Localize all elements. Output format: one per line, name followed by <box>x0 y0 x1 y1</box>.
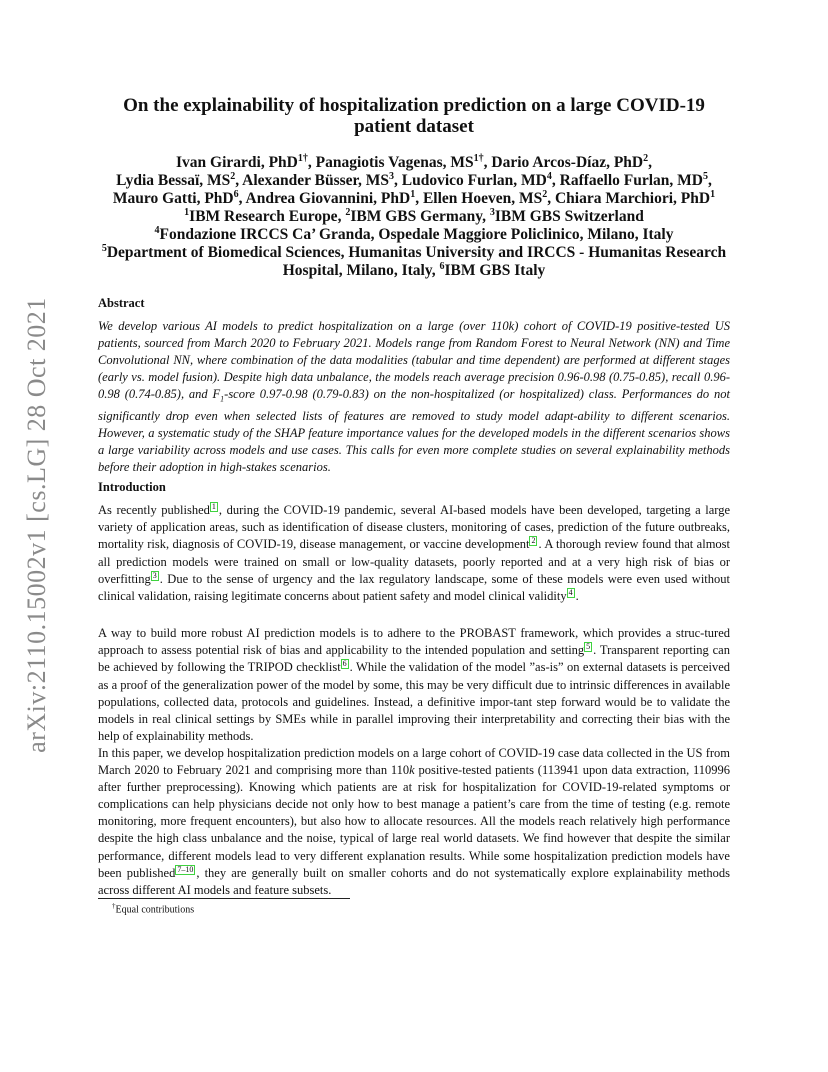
abstract-heading: Abstract <box>98 296 145 310</box>
citation-link[interactable]: 5 <box>586 642 591 652</box>
author-name: Panagiotis Vagenas, MS <box>315 154 474 171</box>
author-name: Mauro Gatti, PhD <box>112 190 234 207</box>
author-name: Lydia Bessaï, MS <box>116 172 231 189</box>
author-line-1: Ivan Girardi, PhD$^{1\dagger}$, Panagiotis Vagenas, $MS^{1\dagger}$, Dario Arcos-Díaz, PhD$^2$, <box>176 152 652 171</box>
citation-link[interactable]: 7–10 <box>177 864 194 874</box>
author-affiliation-mark: 2 <box>643 152 649 164</box>
citation-link[interactable]: 6 <box>342 659 347 669</box>
author-affiliation-mark: 5 <box>702 170 708 182</box>
affiliation: IBM Research Europe, <box>189 208 346 225</box>
author-name: Ellen Hoeven, MS <box>422 190 543 207</box>
affiliation: IBM GBS Germany, <box>350 208 490 225</box>
author-line-2: Lydia Bessaï, $MS^2$, Alexander Büsser, $MS^3$, Ludovico Furlan, $MD^4$, Raffaello Furlan, $MD^5$, <box>116 170 712 189</box>
author-affiliation-mark: 1† <box>297 152 308 164</box>
citation-link[interactable]: 2 <box>531 536 536 546</box>
arxiv-watermark-text: arXiv:2110.15002v1 [cs.LG] 28 Oct 2021 <box>22 297 52 753</box>
intro-paragraph-1: As recently published 1 , during the COVID-19 pandemic, several AI-based models have been developed, targeting a large variety of application areas, such as identification of disease clusters, monitoring of cases, prediction of the future outbreaks, mortality risk, diagnosis of COVID-19, disease management, or vaccine development 2 . A thorough review found that almost all prediction models were trained on small or low-quality datasets, poorly reported and at a very high risk of bias or overfitting 3 . Due to the sense of urgency and the lax regulatory landscape, some of these models were even used without clinical validation, raising legitimate concerns about patient safety and model clinical validity 4 . <box>98 502 731 604</box>
affiliation: IBM GBS Italy <box>444 262 546 279</box>
author-name: Andrea Giovannini, PhD <box>245 190 411 207</box>
author-affiliation-mark: 3 <box>389 170 395 182</box>
footnote-text: Equal contributions <box>115 904 195 916</box>
footnote-divider <box>98 898 350 899</box>
author-affiliation-mark: 1† <box>473 152 484 164</box>
author-affiliation-mark: 2 <box>542 188 548 200</box>
author-affiliation-mark: 1 <box>410 188 416 200</box>
affiliation: Department of Biomedical Sciences, Humanitas University and IRCCS - Humanitas Research Hospital, Milano, Italy, <box>106 244 727 279</box>
introduction-heading: Introduction <box>98 480 166 494</box>
author-name: Ivan Girardi, PhD <box>176 154 298 171</box>
citation-link[interactable]: 4 <box>568 587 573 597</box>
author-affiliation-mark: 4 <box>546 170 552 182</box>
citation-link[interactable]: 3 <box>152 570 157 580</box>
affiliation-line-3: $^5$Department of Biomedical Sciences, Humanitas University and IRCCS - Humanitas Research Hospital, Milano, Italy, $^6$IBM GBS Italy <box>101 242 727 279</box>
author-affiliation-mark: 2 <box>230 170 236 182</box>
author-affiliation-mark: 1 <box>710 188 716 200</box>
affiliation-line-1: $^1$IBM Research Europe, $^2$IBM GBS Germany, $^3$IBM GBS Switzerland <box>184 206 644 225</box>
affiliation: IBM GBS Switzerland <box>494 208 644 225</box>
author-name: Alexander Büsser, MS <box>242 172 390 189</box>
arxiv-watermark <box>14 290 60 760</box>
citation-link[interactable]: 1 <box>211 502 216 511</box>
intro-paragraph-3: In this paper, we develop hospitalization prediction models on a large cohort of COVID-19 case data collected in the US from March 2020 to February 2021 and comprising more than 110k positive-tested patients (113941 upon data extraction, 110996 after further preprocessing). Knowing which patients are at risk for hospitalization for COVID-19-related symptoms or complications can help physicians decide not only how to best manage a patient’s care from the time of testing (e.g. remote monitoring, more frequent encounters), but also how to allocate resources. All the models reach relatively high performance despite the high class unbalance and the noise, typical of large real world datasets. We find however that despite the similar performance, different models lead to very different explanation results. While some hospitalization prediction models have been published 7–10 , they are generally built on smaller cohorts and do not systematically explore explainability methods across different AI models and feature subsets. <box>98 746 730 897</box>
footnote-mark: † <box>112 902 116 910</box>
author-name: Raffaello Furlan, MD <box>559 172 703 189</box>
footnote <box>112 902 194 915</box>
author-block <box>88 154 740 280</box>
author-line-3: Mauro Gatti, PhD$^6$, Andrea Giovannini, PhD$^1$, Ellen Hoeven, $MS^2$, Chiara Marchiori, PhD$^1$ <box>112 188 716 207</box>
affiliation-line-2: $^4$Fondazione IRCCS Ca’ Granda, Ospedale Maggiore Policlinico, Milano, Italy <box>154 224 674 243</box>
abstract-text: We develop various AI models to predict hospitalization on a large (over 110k) cohort of COVID-19 positive-tested US patients, sourced from March 2020 to February 2021. Models range from Random Forest to Neural Network (NN) and Time Convolutional NN, where combination of the data modalities (tabular and time dependent) are performed at different stages (early vs. model fusion). Despite high data unbalance, the models reach average precision 0.96-0.98 (0.75-0.85), recall 0.96-0.98 (0.74-0.85), and $F_1$-score 0.97-0.98 (0.79-0.83) on the non-hospitalized (or hospitalized) class. Performances do not significantly drop even when selected lists of features are removed to study model adapt-ability to different scenarios. However, a systematic study of the SHAP feature importance values for the developed models in the different scenarios shows a large variability across models and use cases. This calls for even more complete studies on several explainability methods before their adoption in high-stakes scenarios. <box>98 319 730 475</box>
author-name: Chiara Marchiori, PhD <box>554 190 711 207</box>
intro-paragraph-2: A way to build more robust AI prediction models is to adhere to the PROBAST framework, which provides a struc-tured approach to assess potential risk of bias and applicability to the intended population and setting 5 . Transparent reporting can be achieved by following the TRIPOD checklist 6 . While the validation of the model ”as-is” on external datasets is perceived as a proof of the generalization power of the model by some, this may be very difficult due to intrinsic differences in available populations, collected data, protocols and guidelines. Instead, a definitive impor-tant step forward would be to validate the models in real clinical settings by SMEs while in parallel improving their interpretability and correcting their bias with the help of explainability methods. <box>98 626 731 743</box>
author-affiliation-mark: 6 <box>233 188 239 200</box>
affiliation: Fondazione IRCCS Ca’ Granda, Ospedale Maggiore Policlinico, Milano, Italy <box>159 226 674 243</box>
author-name: Ludovico Furlan, MD <box>401 172 547 189</box>
paper-title: On the explainability of hospitalization prediction on a large COVID-19 patient dataset <box>123 95 705 137</box>
author-name: Dario Arcos-Díaz, PhD <box>491 154 644 171</box>
